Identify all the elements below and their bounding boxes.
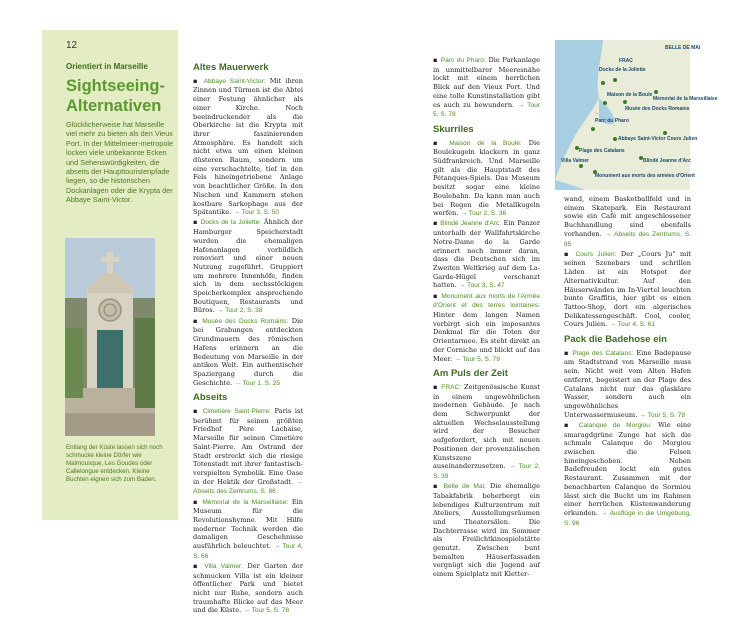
map-label: Monument aux morts des armées d'Orient <box>595 173 695 179</box>
map-label: Abbaye Saint-Victor <box>618 136 666 142</box>
intro-text: Glücklicherweise hat Marseille viel mehr zu bieten als den Vieux Port. In der Mittelmeer-metropole locken viele unbekannte Ecken und Sehenswürdigkeiten, die abseits der Haupttouristenpfade liegen, so die historischen Dockanlagen oder die Krypta der Abbaye Saint-Victor. <box>66 120 174 205</box>
entry: ▪ Cours Julien: Der „Cours Ju" mit seinen Szenebars und schrillen Läden ist ein Hotspot der Alternativkultur. Auf den Häuserwänden im In-Viertel leuchten bunte Graffitis, hier gibt es einen Tattoo-Shop, dort ein algerisches Delikatessengeschäft. Cool, cooler, Cours Julien. → Tour 4, S. 61 <box>564 249 691 329</box>
heading-badehose: Pack die Badehose ein <box>564 334 667 346</box>
column-3 <box>564 195 691 529</box>
kicker: Orientiert in Marseille <box>66 62 148 71</box>
map-label: Cours Julien <box>667 136 698 142</box>
heading-abseits: Abseits <box>193 392 228 404</box>
entry: ▪ Docks de la Joliette: Ähnlich der Hamburger Speicherstadt wurden die ehemaligen Hafenanlagen vorbildlich renoviert und einer neuen Nutzung zugeführt. Gruppiert um mehrere Innenhöfe, finden sich in dem sechsstöckigen Speicherkomplex ansprechende Boutiquen, Restaurants und Büros. → Tour 2, S. 38 <box>193 218 303 315</box>
entry: ▪ Abbaye Saint-Victor: Mit ihren Zinnen und Türmen ist die Abtei einer Festung ähnlicher als einer Kirche. Noch beeindruckender als die Oberkirche ist die Krypta mit ihrer faszinierenden Atmosphäre. Es handelt sich nicht etwa um einen kleinen düsteren Raum, sondern um eine verschachtelte, tief in den Fels hineingetriebene Anlage von beachtlicher Größe. In den Nischen und Kammern stehen kostbare Sarkophage aus der Spätantike. → Tour 3, S. 50 <box>193 76 303 217</box>
entry: ▪ Blindé Jeanne d'Arc: Ein Panzer unterhalb der Wallfahrtskirche Notre-Dame de la Garde erinnert noch immer daran, dass die Deutschen sich im Zweiten Weltkrieg auf dem La-Garde-Hügel verschanzt hatten. → Tour 3, S. 47 <box>433 219 540 290</box>
map-label: Docks de la Joliette <box>599 67 646 73</box>
entry: ▪ Villa Valmer: Der Garten der schmucken Villa ist ein kleiner öffentlicher Park und bietet nicht nur Ruhe, sondern auch traumhafte Blicke auf das Meer und die Küste. → Tour 5, S. 78 <box>193 561 303 615</box>
map-label: Plage des Catalans <box>579 148 625 154</box>
entry-continued: wand, einem Basketballfeld und in einem Skatepark. Ein Restaurant sowie ein Café mit angeschlossener Buchhandlung sind ebenfalls vorhanden. → Abseits des Zentrums, S. 85 <box>564 195 691 248</box>
city-map <box>555 40 718 190</box>
entry: ▪ Musée des Docks Romains: Die bei Grabungen entdeckten Grundmauern des römischen Hafens erinnern an die Bedeutung von Marseille in der antiken Welt. Ein authentischer Spaziergang durch die Geschichte. → Tour 1, S. 25 <box>193 316 303 387</box>
map-label: Mémorial de la Marseillaise <box>653 96 718 102</box>
entry: ▪ Parc du Pharo: Die Parkanlage in unmittelbarer Meeresnähe lockt mit einem herrlichen Blick auf den Vieux Port. Und eine tolle Kunstinstallation gibt es auch zu bewundern. → Tour 5, S. 78 <box>433 56 540 119</box>
photo-caption: Entlang der Küste lassen sich noch schmucke kleine Dörfer wie Malmousque, Les Goudes oder Callelongue entdecken. Kleine Buchten eignen sich zum Baden. <box>66 444 163 483</box>
column-2 <box>433 56 540 579</box>
entry: ▪ Monument aux morts de l'Armée d'Orient et des terres lointaines: Hinter dem langen Namen verbirgt sich ein imposantes Denkmal für die Toten der Orientarmee. Es steht direkt an der Corniche und blickt auf das Meer. → Tour 5, S. 79 <box>433 291 540 363</box>
column-1 <box>193 58 303 617</box>
entry: ▪ Plage des Catalans: Eine Badepause am Stadtstrand von Marseille muss sein. Nicht weit vom Alten Hafen entfernt, begeistert an der Plage des Catalans nicht nur das glasklare Wasser, sondern auch ein ungewöhnliches Unterwassermuseum. → Tour 5, S. 78 <box>564 348 691 419</box>
entry: ▪ Mémorial de la Marseillaise: Ein Museum für die Revolutionshymne. Mit Hilfe moderner Technik werden die damaligen Geschehnisse ausführlich beleuchtet. → Tour 4, S. 66 <box>193 497 303 560</box>
entry: ▪ Calanque de Morgiou: Wie eine smaragdgrüne Zunge hat sich die schmale Calanque de Morgiou zwischen die Felsen hineingeschoben. Neben Badefreuden lockt ein gutes Restaurant. Zusammen mit der benachbarten Calanque de Sormiou lässt sich die Bucht um im Rahmen einer herrlichen Küstenwanderung erkunden. → Ausflüge in die Umgebung, S. 96 <box>564 420 691 527</box>
map-label: Blindé Jeanne d'Arc <box>643 158 691 164</box>
map-label: BELLE DE MAI <box>665 45 701 51</box>
page-title: Sightseeing-Alternativen <box>66 77 166 115</box>
heading-altes-mauerwerk: Altes Mauerwerk <box>193 62 269 73</box>
entry: ▪ Maison de la Boule: Die Boulekugeln klackern in ganz Südfrankreich. Und Marseille gilt als die Hauptstadt des Pétanques-Spiels. Das Museum besitzt sogar eine kleine Boulebahn. Da kann man auch bei Regen die Metallkugeln werfen. → Tour 2, S. 36 <box>433 138 540 218</box>
sidebar <box>42 30 178 520</box>
page-number: 12 <box>66 40 78 51</box>
map-label: FRAC <box>619 58 633 64</box>
cemetery-photo <box>65 238 155 436</box>
map-label: Parc du Pharo <box>595 118 629 124</box>
map-label: Villa Valmer <box>561 158 589 164</box>
heading-skurriles: Skurriles <box>433 123 474 135</box>
map-label: Musée des Docks Romains <box>625 106 690 112</box>
entry: ▪ Belle de Mai: Die ehemalige Tabakfabrik beherbergt ein lebendiges Kulturzentrum mit Ateliers, Ausstellungsräumen und Theatersälen. Die Dachterrasse wird im Sommer als Freilichtkinospielstätte genutzt. Zwischen bunt bemalten Häuserfassaden vergnügt sich die Jugend auf einem Spielplatz mit Kletter- <box>433 482 540 579</box>
map-label: Maison de la Boule <box>607 92 653 98</box>
heading-am-puls-der-zeit: Am Puls der Zeit <box>433 368 508 380</box>
entry: ▪ FRAC: Zeitgenössische Kunst in einem ungewöhnlichen modernen Gebäude. Je nach dem Schwerpunkt der aktuellen Wechselausstellung wird der Besucher aufgefordert, sich mit neuen Positionen der provenzalischen Kunstszene auseinanderzusetzen. → Tour 2, S. 39 <box>433 382 540 480</box>
entry: ▪ Cimetière Saint-Pierre: Paris ist berühmt für seinen größten Friedhof Père Lachaise, Marseille für seinen Cimetière Saint-Pierre. Am Ostrand der Stadt erstreckt sich die riesige Totenstadt mit ihrer fantastisch-verspielten Symbolik. Eine Oase in der Hektik der Großstadt. → Abseits des Zentrums, S. 86 <box>193 407 303 496</box>
